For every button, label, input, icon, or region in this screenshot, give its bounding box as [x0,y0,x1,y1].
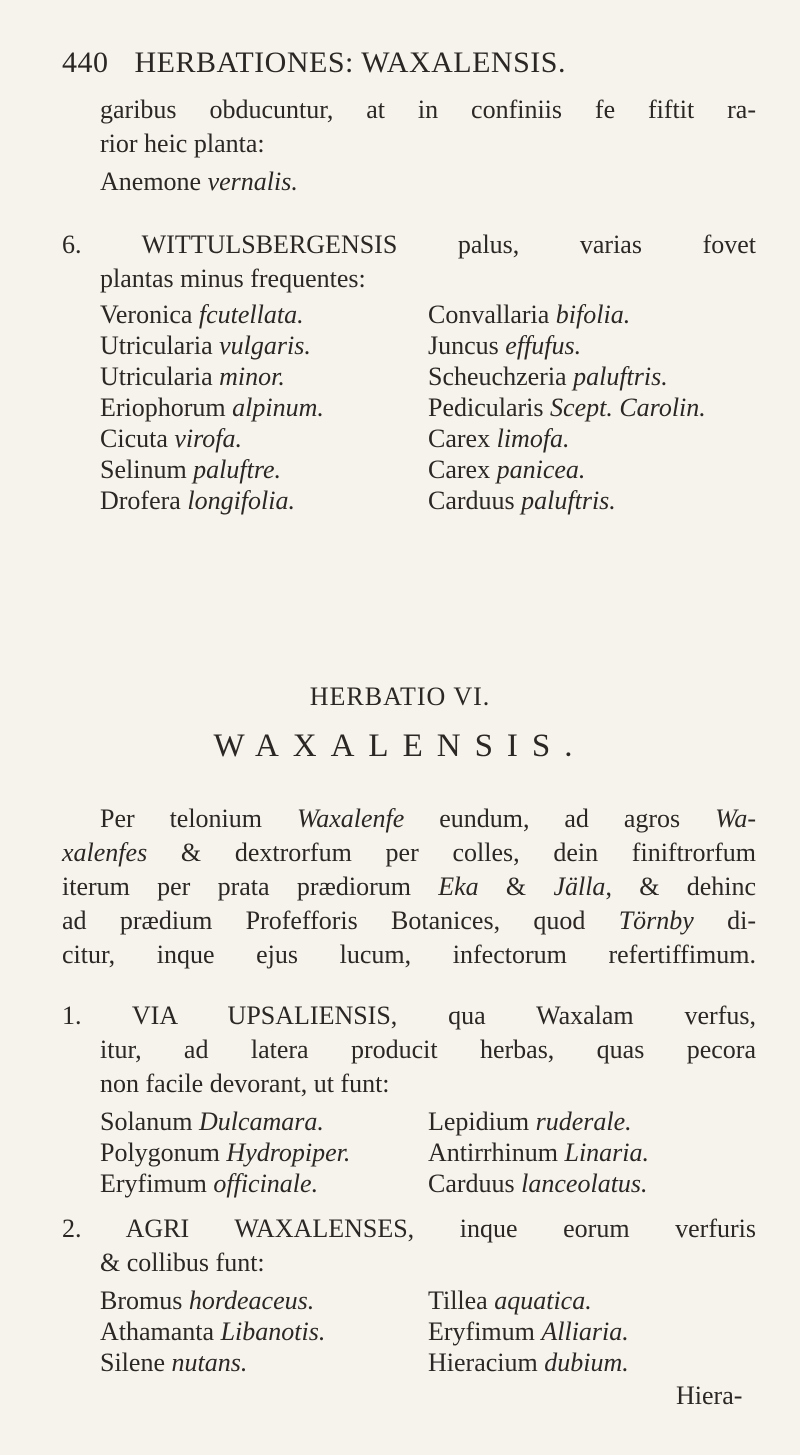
intro-line-1: garibus obducuntur, at in confiniis fe fiftit ra- [100,95,756,124]
section1-line-2: itur, ad latera producit herbas, quas pecora [100,1035,756,1064]
plant-entry: Drofera longifolia. [100,486,295,515]
plant-entry: Bromus hordeaceus. [100,1286,315,1315]
catchword: Hiera- [676,1381,743,1410]
plant-entry: Carex limofa. [428,424,570,453]
running-header [62,46,566,80]
page-number: 440 [62,46,109,79]
paragraph-line-4: ad prædium Profefforis Botanices, quod Törnby di- [62,906,756,935]
plant-entry: Silene nutans. [100,1348,248,1377]
paragraph-line-5: citur, inque ejus lucum, infectorum refertiffimum. [62,940,756,969]
running-title: HERBATIONES: WAXALENSIS. [134,46,566,79]
plant-entry: Carex panicea. [428,455,586,484]
section1-line-1: 1. VIA UPSALIENSIS, qua Waxalam verfus, [62,1001,756,1030]
plant-entry: Eryfimum Alliaria. [428,1317,629,1346]
plant-entry: Utricularia minor. [100,362,285,391]
plant-entry: Pedicularis Scept. Carolin. [428,393,706,422]
plant-entry: Hieracium dubium. [428,1348,629,1377]
plant-entry: Juncus effufus. [428,331,582,360]
plant-entry: Eriophorum alpinum. [100,393,324,422]
intro-line-2: rior heic planta: [100,129,265,158]
intro-plant [100,166,298,198]
plant-entry: Convallaria bifolia. [428,300,631,329]
plant-entry: Polygonum Hydropiper. [100,1138,351,1167]
section2-line-2: & collibus funt: [100,1248,265,1277]
plant-species: vernalis. [207,167,298,196]
herbatio-name: WAXALENSIS. [213,728,587,764]
plant-entry: Lepidium ruderale. [428,1107,632,1136]
section6-line-1: 6. WITTULSBERGENSIS palus, varias fovet [62,230,756,259]
section1-left-list [100,1106,350,1199]
section1-line-3: non facile devorant, ut funt: [100,1069,390,1098]
paragraph-line-1: Per telonium Waxalenfe eundum, ad agros Wa- [100,804,757,833]
paragraph-line-3: iterum per prata prædiorum Eka & Jälla, & dehinc [62,872,757,901]
plant-entry: Athamanta Libanotis. [100,1317,326,1346]
section2-right-list [428,1285,629,1378]
plant-entry: Tillea aquatica. [428,1286,592,1315]
plant-entry: Selinum paluftre. [100,455,282,484]
plant-entry: Cicuta virofa. [100,424,243,453]
section2-left-list [100,1285,325,1378]
plant-entry: Antirrhinum Linaria. [428,1138,650,1167]
section6-left-list [100,299,324,516]
section6-line-2: plantas minus frequentes: [100,264,366,293]
plant-entry: Utricularia vulgaris. [100,331,311,360]
paragraph-line-2: xalenfes & dextrorfum per colles, dein finiftrorfum [62,838,756,867]
section2-line-1: 2. AGRI WAXALENSES, inque eorum verfuris [62,1214,756,1243]
plant-entry: Carduus lanceolatus. [428,1169,648,1198]
section6-right-list [428,299,706,516]
plant-entry: Solanum Dulcamara. [100,1107,324,1136]
section1-right-list [428,1106,649,1199]
herbatio-heading: HERBATIO VI. [309,682,491,711]
plant-entry: Carduus paluftris. [428,486,616,515]
plant-entry: Eryfimum officinale. [100,1169,319,1198]
plant-entry: Veronica fcutellata. [100,300,304,329]
plant-entry: Scheuchzeria paluftris. [428,362,668,391]
plant-genus: Anemone [100,167,202,196]
